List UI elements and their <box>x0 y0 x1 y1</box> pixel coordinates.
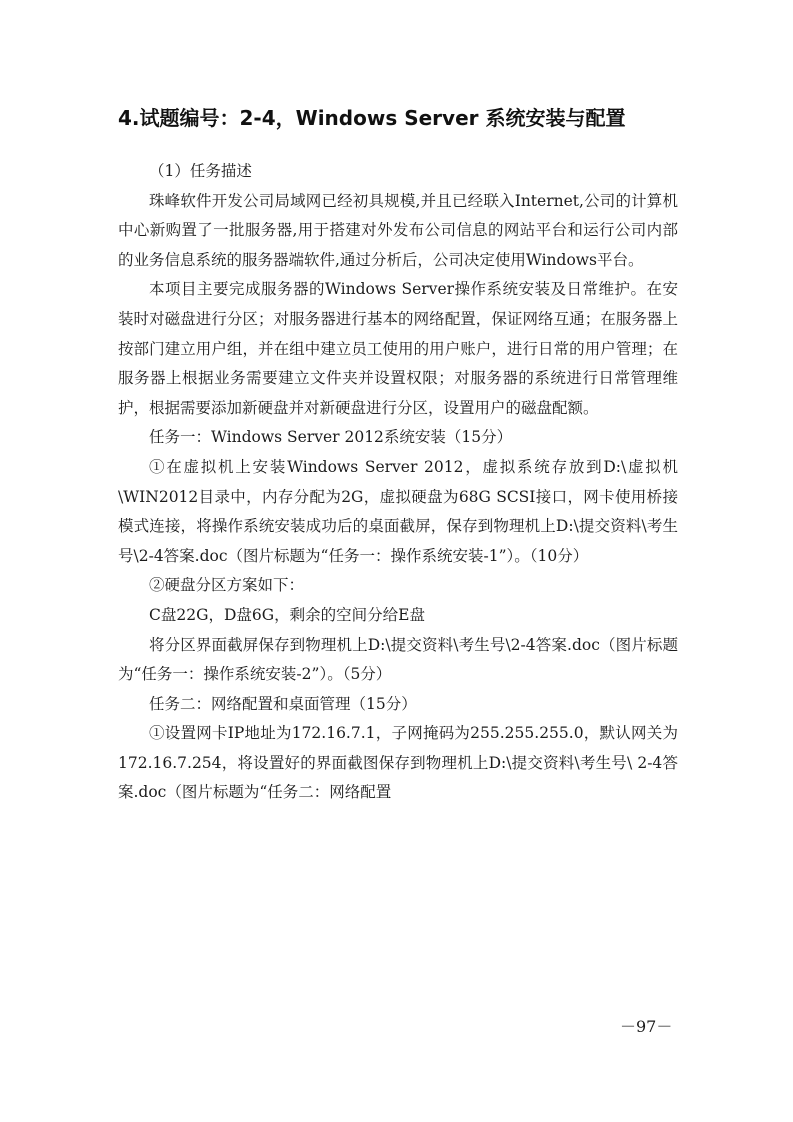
page-number: －97－ <box>620 1017 673 1036</box>
task-one-step-2: ②硬盘分区方案如下： <box>149 576 305 595</box>
subsection-heading-task-description: （1）任务描述 <box>149 162 252 180</box>
task-one-step-1: ①在虚拟机上安装Windows Server 2012，虚拟系统存放到D:\虚拟机\WIN2012目录中，内存分配为2G，虚拟硬盘为68G SCSI接口，网卡使用桥接模式连接，将操作系统安装成功后的桌面截屏，保存到物理机上D:\提交资料\考生号\2-4答案.doc（图片标题为“任务一：操作系统安装-1”）。（10分） <box>118 457 678 565</box>
partition-scheme: C盘22G，D盘6G，剩余的空间分给E盘 <box>149 605 425 624</box>
task-two-heading: 任务二：网络配置和桌面管理（15分） <box>149 694 417 713</box>
partition-screenshot-instruction: 将分区界面截屏保存到物理机上D:\提交资料\考生号\2-4答案.doc（图片标题为“任务一：操作系统安装-2”）。（5分） <box>118 635 678 684</box>
task-one-heading: 任务一：Windows Server 2012系统安装（15分） <box>149 428 513 447</box>
paragraph-company-background: 珠峰软件开发公司局域网已经初具规模,并且已经联入Internet,公司的计算机中心新购置了一批服务器,用于搭建对外发布公司信息的网站平台和运行公司内部的业务信息系统的服务器端软件,通过分析后，公司决定使用Windows平台。 <box>118 191 678 269</box>
task-two-step-1: ①设置网卡IP地址为172.16.7.1，子网掩码为255.255.255.0，默认网关为172.16.7.254，将设置好的界面截图保存到物理机上D:\提交资料\考生号\ 2-4答案.doc（图片标题为“任务二：网络配置 <box>118 724 678 802</box>
paragraph-project-scope: 本项目主要完成服务器的Windows Server操作系统安装及日常维护。在安装时对磁盘进行分区；对服务器进行基本的网络配置，保证网络互通；在服务器上按部门建立用户组，并在组中建立员工使用的用户账户，进行日常的用户管理；在服务器上根据业务需要建立文件夹并设置权限；对服务器的系统进行日常管理维护，根据需要添加新硬盘并对新硬盘进行分区，设置用户的磁盘配额。 <box>118 280 678 417</box>
document-body <box>118 157 678 808</box>
section-heading: 4.试题编号：2-4，Windows Server 系统安装与配置 <box>118 106 626 130</box>
